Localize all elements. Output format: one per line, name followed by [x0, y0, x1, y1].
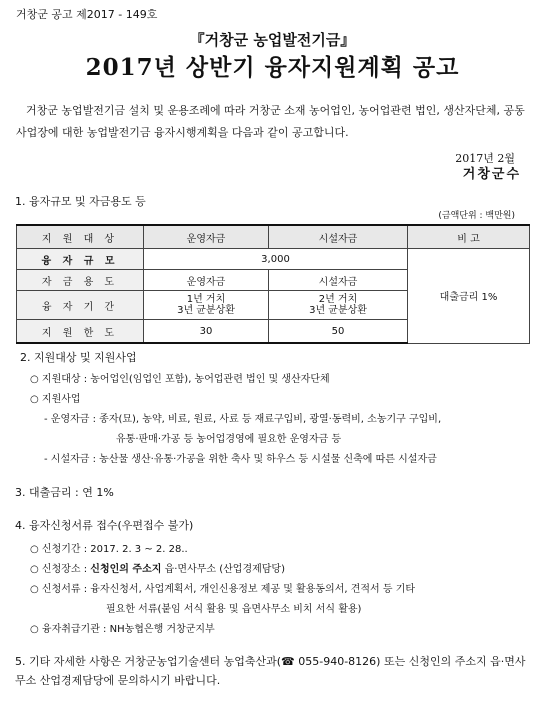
page-title: 2017년 상반기 융자지원계획 공고	[85, 54, 460, 81]
period-operating-line1: 1년 거치	[186, 294, 226, 305]
support-target: ○ 지원대상 : 농어업인(임업인 포함), 농어업관련 법인 및 생산자단체	[30, 374, 330, 385]
application-docs-line1: ○ 신청서류 : 융자신청서, 사업계획서, 개인신용정보 제공 및 활용동의서, 견적서 등 기타	[30, 584, 416, 595]
facility-fund-line: - 시설자금 : 농산물 생산·유통·가공을 위한 축사 및 하우스 등 시설물 신축에 따른 시설자금	[44, 454, 437, 465]
period-facility-line1: 2년 거치	[318, 294, 358, 305]
limit-facility: 50	[269, 320, 408, 344]
table-row	[17, 249, 530, 270]
limit-operating: 30	[144, 320, 269, 344]
notice-number: 거창군 공고 제2017 - 149호	[16, 8, 158, 21]
operating-fund-line2: 유통·판매·가공 등 농어업경영에 필요한 운영자금 등	[116, 434, 342, 445]
application-place-suffix: 읍·면사무소 (산업경제담당)	[161, 564, 285, 575]
section1-heading: 1. 융자규모 및 자금용도 등	[15, 195, 146, 208]
fund-subtitle: 『거창군 농업발전기금』	[189, 31, 356, 49]
table-header-cell: 비 고	[408, 225, 530, 249]
row-label-period: 융 자 기 간	[17, 291, 144, 320]
section4-heading: 4. 융자신청서류 접수(우편접수 불가)	[15, 519, 194, 532]
period-operating	[144, 291, 269, 320]
period-facility-line2: 3년 균분상환	[309, 305, 367, 316]
amount-unit-note: (금액단위 : 백만원)	[438, 211, 515, 221]
period-operating-line2: 3년 균분상환	[177, 305, 235, 316]
intro-paragraph: 거창군 농업발전기금 설치 및 운용조례에 따라 거창군 소재 농어업인, 농어업관련 법인, 생산자단체, 공동사업장에 대한 농업발전기금 융자시행계획을 다음과 같이 공고합니다.	[16, 104, 525, 139]
use-facility: 시설자금	[269, 270, 408, 291]
issuing-office: 거창군수	[462, 167, 521, 182]
scale-value: 3,000	[144, 249, 408, 270]
application-place-bold: 신청인의 주소지	[90, 564, 162, 575]
table-header-row	[17, 225, 530, 249]
application-docs-line2: 필요한 서류(붙임 서식 활용 및 읍면사무소 비치 서식 활용)	[106, 604, 362, 615]
remark-cell: 대출금리 1%	[408, 249, 530, 344]
notice-date: 2017년 2월	[455, 152, 515, 165]
row-label-scale: 융 자 규 모	[17, 249, 144, 270]
support-project: ○ 지원사업	[30, 394, 81, 405]
loan-bank: ○ 융자취급기관 : NH농협은행 거창군지부	[30, 624, 215, 635]
application-place-prefix: ○ 신청장소 :	[30, 564, 91, 575]
row-label-limit: 지 원 한 도	[17, 320, 144, 344]
use-operating: 운영자금	[144, 270, 269, 291]
section2-heading: 2. 지원대상 및 지원사업	[20, 351, 137, 364]
period-facility	[269, 291, 408, 320]
loan-table	[16, 224, 530, 344]
row-label-use: 자 금 용 도	[17, 270, 144, 291]
section5-text: 5. 기타 자세한 사항은 거창군농업기술센터 농업축산과(☎ 055-940-8126) 또는 신청인의 주소지 읍·면사무소 산업경제담당에 문의하시기 바랍니다.	[15, 655, 526, 687]
table-header-cell: 지 원 대 상	[17, 225, 144, 249]
operating-fund-line1: - 운영자금 : 종자(묘), 농약, 비료, 원료, 사료 등 재료구입비, 광열·동력비, 소농기구 구입비,	[44, 414, 442, 425]
application-place	[30, 560, 285, 575]
table-header-cell: 운영자금	[144, 225, 269, 249]
application-period: ○ 신청기간 : 2017. 2. 3 ~ 2. 28..	[30, 544, 188, 555]
table-header-cell: 시설자금	[269, 225, 408, 249]
section3-heading: 3. 대출금리 : 연 1%	[15, 486, 114, 499]
